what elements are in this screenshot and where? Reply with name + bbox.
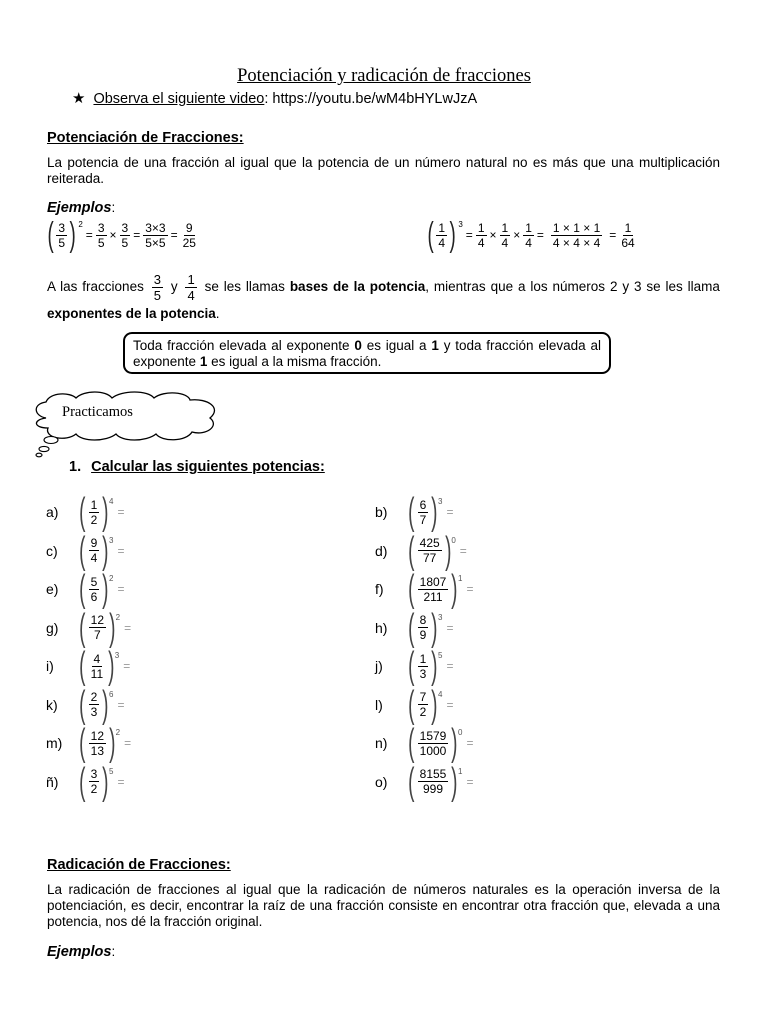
exponent: 5 — [109, 766, 114, 776]
exercise-label: n) — [375, 735, 388, 751]
power-expression: ( $\frac{2}{3}$ ) 6 = — [79, 683, 125, 726]
exercise-label: ñ) — [46, 773, 59, 790]
exercise-label: k) — [46, 696, 58, 713]
power-expression: ( $\frac{9}{4}$ ) 3 = — [79, 529, 125, 572]
exponent: 0 — [458, 728, 463, 737]
example-1: ( $\frac{3}{5}$ ) 2 = $\frac{3}{5}$ × $\frac{3}{5}$ = $\frac{3\times 3}{5\times 5}$ = $\frac{9}{25}$ — [47, 216, 196, 254]
exponent: 3 — [109, 535, 114, 545]
example-2-result: $\frac{1}{64}$ — [621, 220, 635, 250]
right-paren: ) — [69, 216, 76, 254]
exercise-item — [375, 647, 453, 685]
practicamos-label: Practicamos — [62, 404, 133, 420]
video-colon: : — [264, 91, 269, 107]
exercise-label: h) — [375, 619, 388, 636]
power-expression: ( $\frac{1807}{211}$ ) 1 = — [408, 568, 474, 610]
exercise-label: f) — [375, 581, 384, 597]
note-box: Toda fracción elevada al exponente 0 es igual a 1 y toda fracción elevada al exponente 1 es igual a la misma fracción. — [123, 332, 611, 374]
exponent: 3 — [438, 612, 443, 622]
exercise-label: e) — [46, 581, 59, 597]
exercise-item — [46, 683, 125, 726]
power-expression: ( $\frac{4}{11}$ ) 3 = — [79, 645, 131, 687]
radicacion-intro: La radicación de fracciones al igual que la radicación de números naturales es la operación inversa de la potenciación, es decir, encontrar la raíz de una fracción consiste en encontrar otra fracción que, elevada a una potencia, nos dé la fracción original. — [47, 882, 720, 929]
example-2: ( $\frac{1}{4}$ ) 3 = $\frac{1}{4}$ × $\frac{1}{4}$ × $\frac{1}{4}$ = $\frac{1 \times 1 \times 1}{4 \times 4 \times 4}$ = $\frac{1}{64}$ — [427, 216, 635, 254]
exercise-label: a) — [46, 504, 59, 520]
exercise-label: g) — [46, 619, 59, 636]
exercise-title: 1. Calcular las siguientes potencias: — [69, 459, 325, 475]
video-label: Observa el siguiente video — [93, 91, 265, 107]
exercise-label: b) — [375, 504, 388, 520]
exercise-item — [46, 724, 131, 762]
power-expression: ( $\frac{3}{2}$ ) 5 = — [79, 760, 125, 803]
ejemplos-label-1: Ejemplos: — [47, 200, 116, 216]
example-1-result: $\frac{9}{25}$ — [182, 220, 196, 250]
exercise-item — [46, 760, 125, 803]
exercise-label: l) — [375, 696, 383, 713]
exponent: 2 — [115, 728, 121, 737]
base-fraction-2: $\frac{1}{4}$ — [187, 272, 195, 303]
base-fraction-1: $\frac{3}{5}$ — [153, 272, 161, 303]
exercise-label: j) — [375, 658, 383, 674]
exercise-item — [375, 683, 454, 726]
exercise-label: m) — [46, 735, 63, 751]
exercise-label: i) — [46, 658, 54, 674]
exercise-item — [46, 529, 125, 572]
power-expression: ( $\frac{7}{2}$ ) 4 = — [408, 683, 454, 726]
power-expression: ( $\frac{6}{7}$ ) 3 = — [408, 491, 454, 533]
exercise-item — [375, 606, 454, 649]
example-2-base: $\frac{1}{4}$ — [438, 220, 446, 250]
example-1-exp: 2 — [78, 220, 83, 229]
video-link[interactable]: https://youtu.be/wM4bHYLwJzA — [272, 91, 478, 107]
left-paren: ( — [47, 216, 54, 254]
exponent: 2 — [115, 612, 121, 622]
exercise-item — [375, 760, 474, 803]
exercise-item — [46, 570, 124, 608]
exponent: 0 — [451, 535, 456, 545]
exercise-label: o) — [375, 773, 388, 790]
exponent: 4 — [109, 497, 114, 506]
exponent: 3 — [114, 651, 120, 660]
exercise-item — [375, 724, 473, 762]
exponent: 4 — [438, 689, 443, 699]
power-expression: ( $\frac{12}{7}$ ) 2 = — [79, 606, 132, 649]
example-1-base: $\frac{3}{5}$ — [58, 220, 66, 250]
exercise-item — [46, 606, 132, 649]
power-expression: ( $\frac{1579}{1000}$ ) 0 = — [408, 722, 474, 764]
exercise-item — [46, 493, 124, 531]
power-expression: ( $\frac{8155}{999}$ ) 1 = — [408, 760, 474, 803]
exercise-item — [375, 529, 467, 572]
page-title: Potenciación y radicación de fracciones — [237, 66, 531, 86]
star-icon: ★ — [72, 90, 86, 107]
power-expression: ( $\frac{12}{13}$ ) 2 = — [79, 722, 132, 764]
video-line — [72, 89, 477, 107]
power-expression: ( $\frac{425}{77}$ ) 0 = — [408, 529, 467, 572]
bases-paragraph: A las fracciones $\frac{3}{5}$ y $\frac{1}{4}$ se les llamas bases de la potencia, mientras que a los números 2 y 3 se les llama exponentes de la potencia. — [47, 272, 720, 321]
exponent: 6 — [109, 689, 114, 699]
cloud-icon — [26, 390, 226, 460]
exercise-item — [375, 570, 473, 608]
exercise-label: d) — [375, 542, 388, 559]
exponent: 2 — [109, 574, 114, 583]
exercise-label: c) — [46, 542, 58, 559]
power-expression: ( $\frac{8}{9}$ ) 3 = — [408, 606, 454, 649]
exponent: 1 — [458, 574, 463, 583]
power-expression: ( $\frac{1}{2}$ ) 4 = — [79, 491, 125, 533]
radicacion-heading: Radicación de Fracciones: — [47, 857, 231, 873]
power-expression: ( $\frac{5}{6}$ ) 2 = — [79, 568, 125, 610]
exercise-item — [375, 493, 453, 531]
exponent: 1 — [458, 766, 463, 776]
exercise-item — [46, 647, 130, 685]
potenciacion-intro: La potencia de una fracción al igual que la potencia de un número natural no es más que una multiplicación reiterada. — [47, 155, 720, 186]
ejemplos-label-2: Ejemplos: — [47, 944, 116, 960]
exponent: 3 — [438, 497, 443, 506]
potenciacion-heading: Potenciación de Fracciones: — [47, 130, 244, 146]
power-expression: ( $\frac{1}{3}$ ) 5 = — [408, 645, 454, 687]
exponent: 5 — [438, 651, 443, 660]
